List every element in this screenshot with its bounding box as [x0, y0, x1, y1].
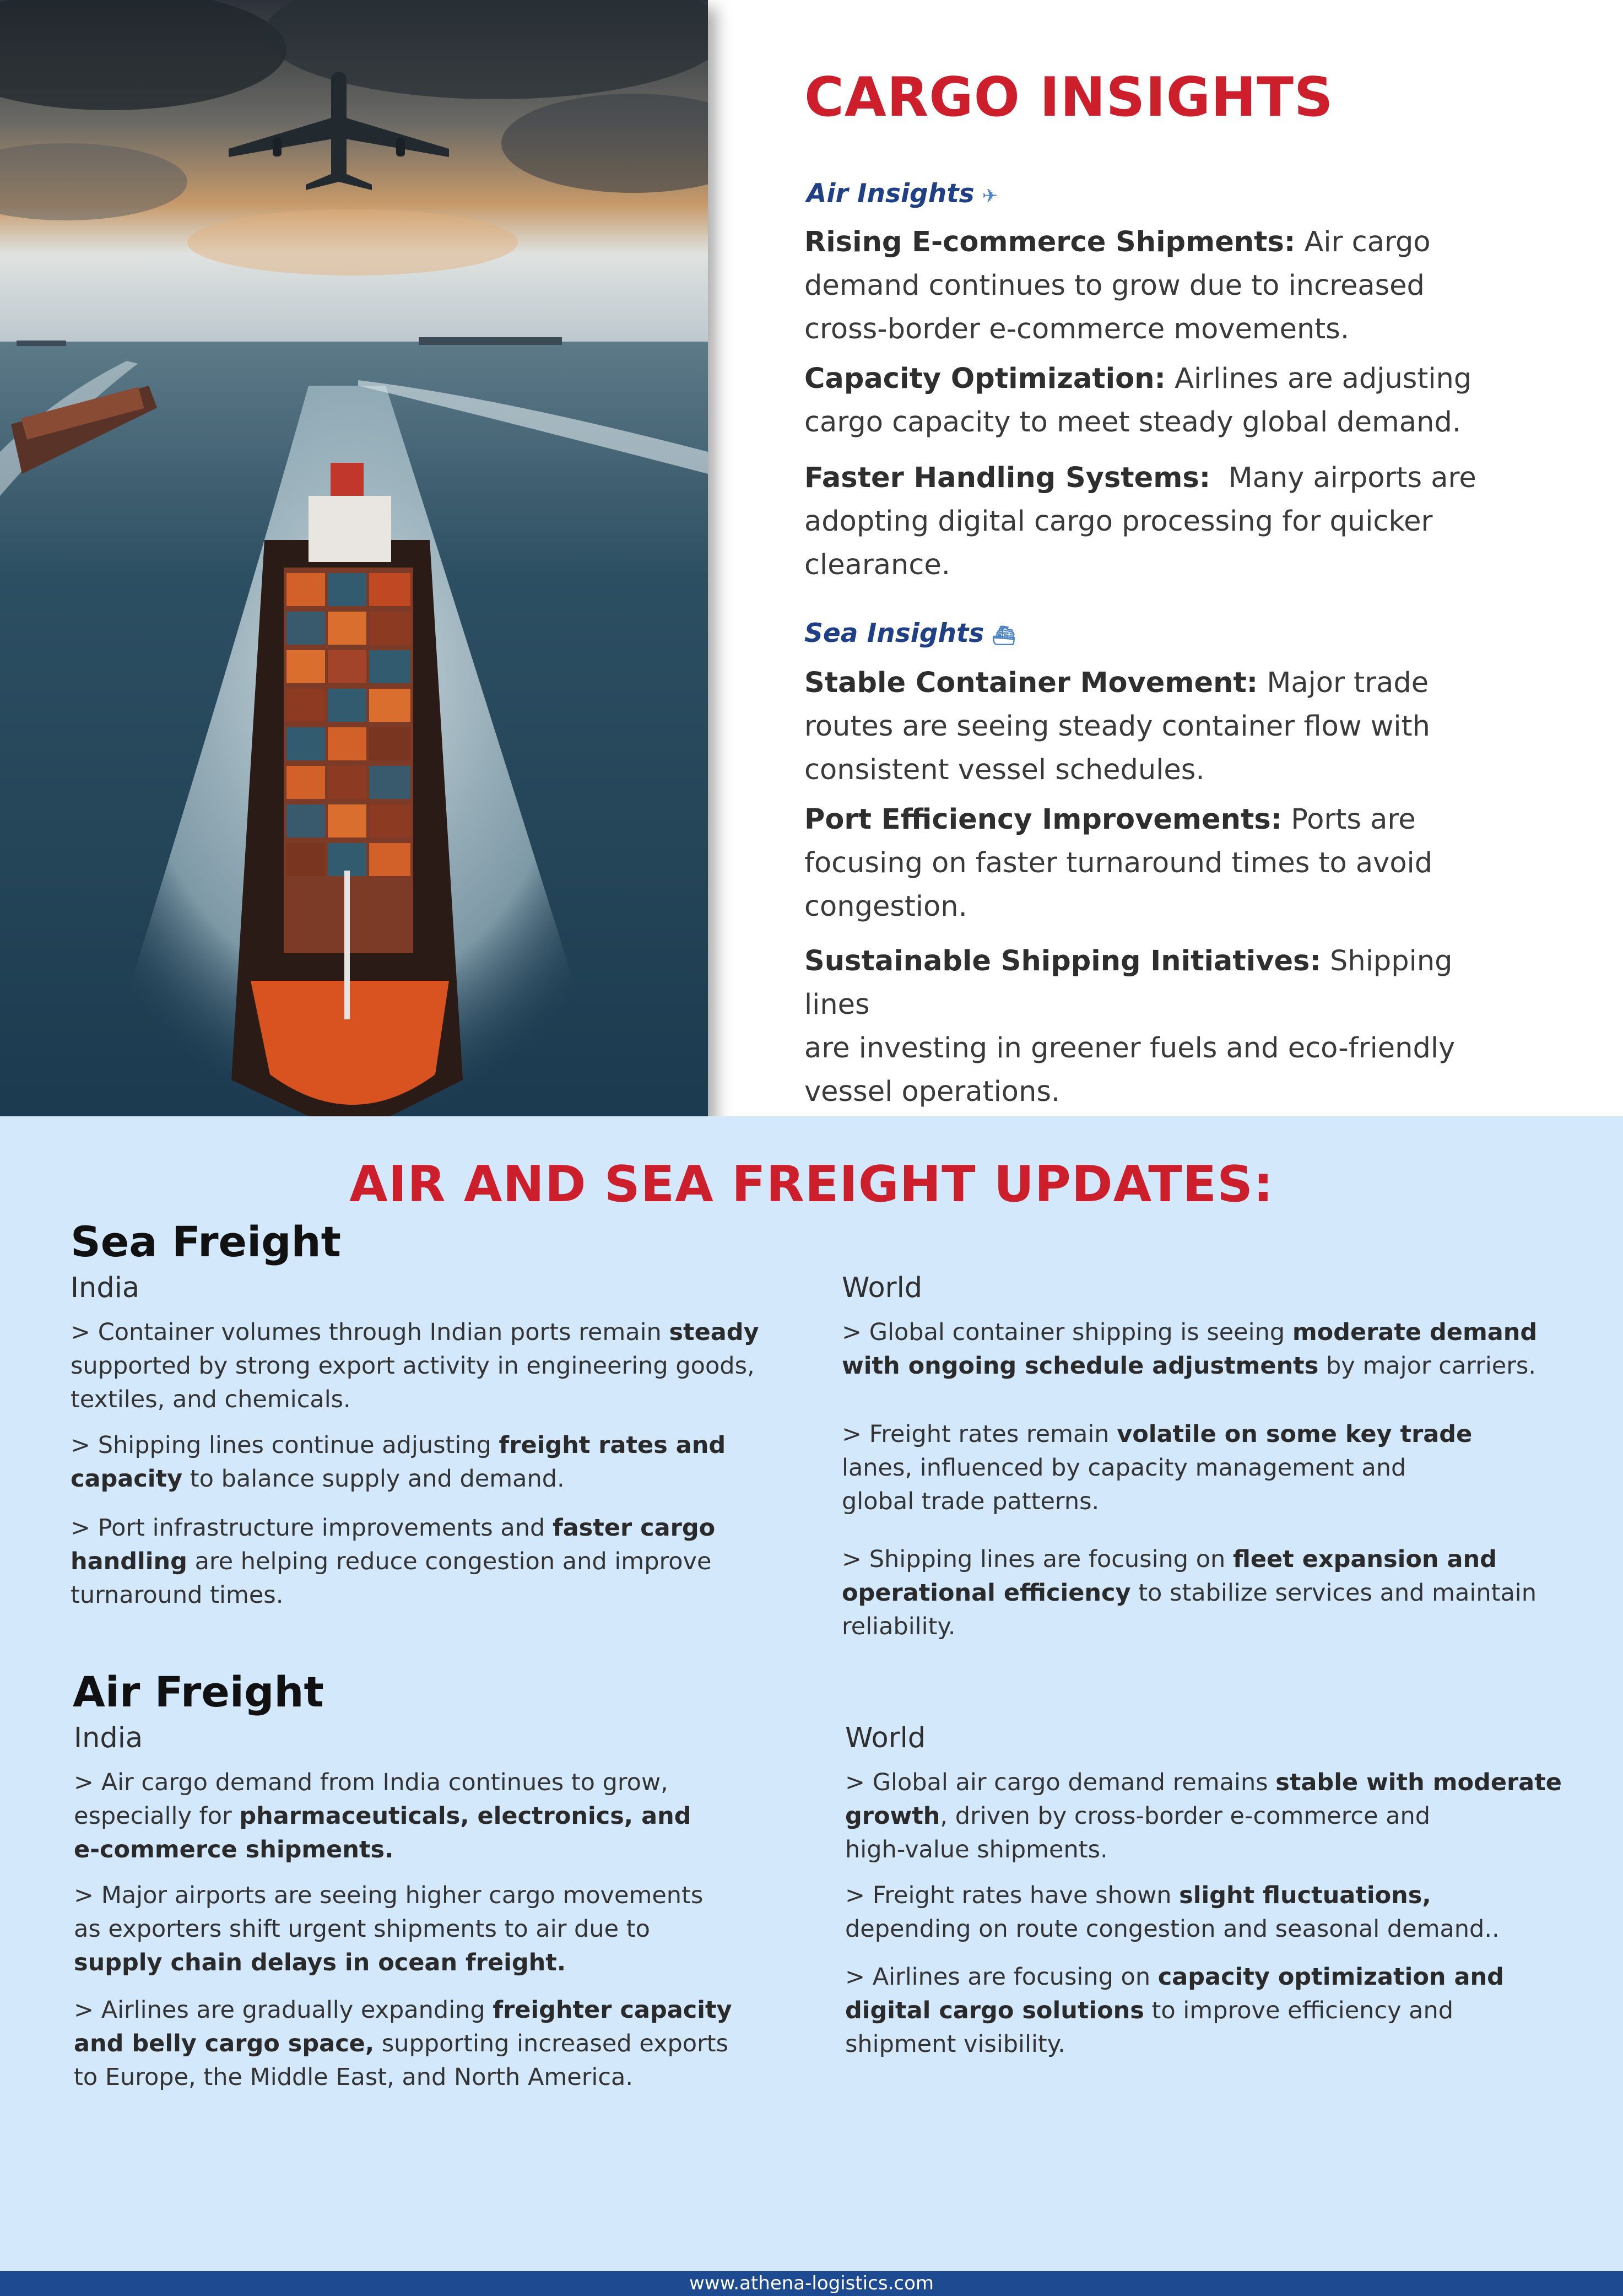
bold-emphasis: growth — [845, 1802, 940, 1830]
ship-icon: ⛴ — [992, 625, 1016, 647]
insight-lead: Port Efficiency Improvements: — [804, 803, 1283, 836]
sea-world-bullet-3: > Shipping lines are focusing on fleet expansion and operational efficiency to stabilize services and maintain reliability. — [842, 1546, 1537, 1640]
footer-bar — [0, 2271, 1623, 2296]
bold-emphasis: e-commerce shipments. — [74, 1836, 394, 1863]
sea-insights-label: Sea Insights — [804, 618, 984, 649]
bold-emphasis: volatile on some key trade — [1117, 1420, 1473, 1448]
insight-lead: Sustainable Shipping Initiatives: — [804, 945, 1321, 977]
sea-india-bullet-3: > Port infrastructure improvements and faster cargo handling are helping reduce congestion and improve turnaround times. — [71, 1514, 716, 1609]
hero-photo — [0, 0, 708, 1121]
air-insight-capacity: Capacity Optimization: Airlines are adjusting cargo capacity to meet steady global demand. — [804, 363, 1472, 439]
air-world-bullet-3: > Airlines are focusing on capacity optimization and digital cargo solutions to improve efficiency and shipment visibility. — [845, 1963, 1504, 2058]
air-insight-ecommerce: Rising E-commerce Shipments: Air cargo demand continues to grow due to increased cross-border e-commerce movements. — [804, 226, 1431, 345]
bold-emphasis: fleet expansion and — [1232, 1546, 1497, 1573]
sea-india-bullet-2: > Shipping lines continue adjusting freight rates and capacity to balance supply and demand. — [71, 1431, 726, 1493]
sea-insight-container: Stable Container Movement: Major trade routes are seeing steady container flow with consistent vessel schedules. — [804, 667, 1430, 786]
bold-emphasis: operational efficiency — [842, 1579, 1131, 1607]
bold-emphasis: digital cargo solutions — [845, 1997, 1144, 2024]
insight-lead: Faster Handling Systems: — [804, 462, 1211, 494]
air-insights-label: Air Insights — [807, 179, 975, 209]
air-india-bullet-2: > Major airports are seeing higher cargo movements as exporters shift urgent shipments to air due to supply chain delays in ocean freight. — [74, 1882, 704, 1976]
bold-emphasis: slight fluctuations, — [1179, 1882, 1431, 1909]
sea-world-bullet-1: > Global container shipping is seeing moderate demand with ongoing schedule adjustments by major carriers. — [842, 1319, 1538, 1380]
bold-emphasis: faster cargo — [552, 1514, 716, 1542]
air-insights-heading — [807, 176, 998, 214]
bold-emphasis: with ongoing schedule adjustments — [842, 1352, 1319, 1380]
air-world-label: World — [845, 1722, 926, 1754]
air-world-bullet-1: > Global air cargo demand remains stable with moderate growth, driven by cross-border e-commerce and high-value shipments. — [845, 1769, 1562, 1863]
sea-world-label: World — [842, 1272, 923, 1304]
bold-emphasis: steady — [669, 1319, 759, 1346]
air-world-bullet-2: > Freight rates have shown slight fluctuations, depending on route congestion and seasonal demand.. — [845, 1882, 1500, 1943]
sea-insights-heading — [804, 616, 1016, 653]
bold-emphasis: freight rates and — [499, 1431, 726, 1459]
sea-freight-heading: Sea Freight — [71, 1217, 341, 1266]
bold-emphasis: capacity — [71, 1465, 183, 1493]
sea-insight-sustainable: Sustainable Shipping Initiatives: Shipping lines are investing in greener fuels and eco-friendly vessel operations. — [804, 945, 1456, 1108]
bold-emphasis: pharmaceuticals, electronics, and — [239, 1802, 691, 1830]
bold-emphasis: moderate demand — [1292, 1319, 1538, 1346]
bold-emphasis: freighter capacity — [493, 1996, 732, 2024]
bold-emphasis: supply chain delays in ocean freight. — [74, 1949, 566, 1976]
sea-insight-port: Port Efficiency Improvements: Ports are focusing on faster turnaround times to avoid congestion. — [804, 803, 1433, 923]
website-link[interactable]: www.athena-logistics.com — [689, 2272, 934, 2294]
air-india-bullet-3: > Airlines are gradually expanding freighter capacity and belly cargo space, supporting increased exports to Europe, the Middle East, and North America. — [74, 1996, 732, 2091]
bold-emphasis: stable with moderate — [1275, 1769, 1562, 1796]
insight-lead: Rising E-commerce Shipments: — [804, 226, 1296, 258]
airplane-icon: ✈ — [982, 185, 998, 207]
sea-india-label: India — [71, 1272, 140, 1304]
bold-emphasis: capacity optimization and — [1157, 1963, 1504, 1991]
bold-emphasis: and belly cargo space, — [74, 2030, 375, 2057]
page-title: CARGO INSIGHTS — [804, 66, 1334, 129]
air-india-bullet-1: > Air cargo demand from India continues to grow, especially for pharmaceuticals, electronics, and e-commerce shipments. — [74, 1769, 691, 1863]
updates-title: AIR AND SEA FREIGHT UPDATES: — [349, 1155, 1274, 1213]
sea-india-bullet-1: > Container volumes through Indian ports remain steady supported by strong export activity in engineering goods, textiles, and chemicals. — [71, 1319, 759, 1413]
bold-emphasis: handling — [71, 1548, 187, 1575]
air-freight-heading: Air Freight — [73, 1667, 324, 1716]
insight-lead: Stable Container Movement: — [804, 667, 1258, 699]
insight-lead: Capacity Optimization: — [804, 363, 1166, 395]
sea-world-bullet-2: > Freight rates remain volatile on some key trade lanes, influenced by capacity management and global trade patterns. — [842, 1420, 1473, 1515]
air-insight-handling: Faster Handling Systems: Many airports are adopting digital cargo processing for quicker clearance. — [804, 462, 1476, 581]
air-india-label: India — [74, 1722, 143, 1754]
